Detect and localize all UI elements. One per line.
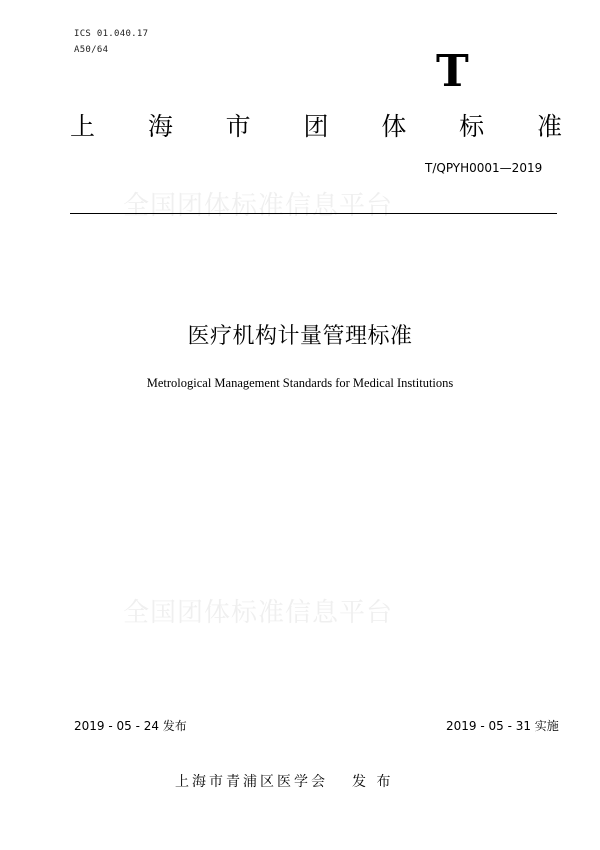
standard-type-char: 上 (70, 112, 96, 141)
standard-number: T/QPYH0001—2019 (425, 161, 543, 175)
watermark-bottom: 全国团体标准信息平台 (123, 598, 394, 628)
standard-type-char: 市 (225, 112, 251, 141)
publisher-action: 发 布 (352, 774, 394, 790)
ics-code: ICS 01.040.17 (74, 29, 149, 39)
publisher-line (175, 775, 393, 789)
ccs-code: A50/64 (74, 45, 109, 55)
publisher-name: 上海市青浦区医学会 (175, 774, 328, 790)
document-title-english: Metrological Management Standards for Medical Institutions (146, 376, 454, 390)
issue-date: 2019 - 05 - 24 发布 (74, 719, 187, 733)
standard-type-char: 团 (303, 112, 329, 141)
standard-type-char: 准 (536, 112, 562, 141)
standard-logo-letter: T (436, 46, 469, 97)
implementation-date: 2019 - 05 - 31 实施 (446, 719, 559, 733)
watermark-top: 全国团体标准信息平台 (123, 191, 394, 221)
standard-type-heading (70, 114, 562, 139)
standard-type-char: 标 (459, 112, 485, 141)
standard-type-char: 海 (147, 112, 173, 141)
standard-type-char: 体 (381, 112, 407, 141)
document-title-chinese: 医疗机构计量管理标准 (187, 324, 413, 349)
header-divider (70, 213, 557, 214)
